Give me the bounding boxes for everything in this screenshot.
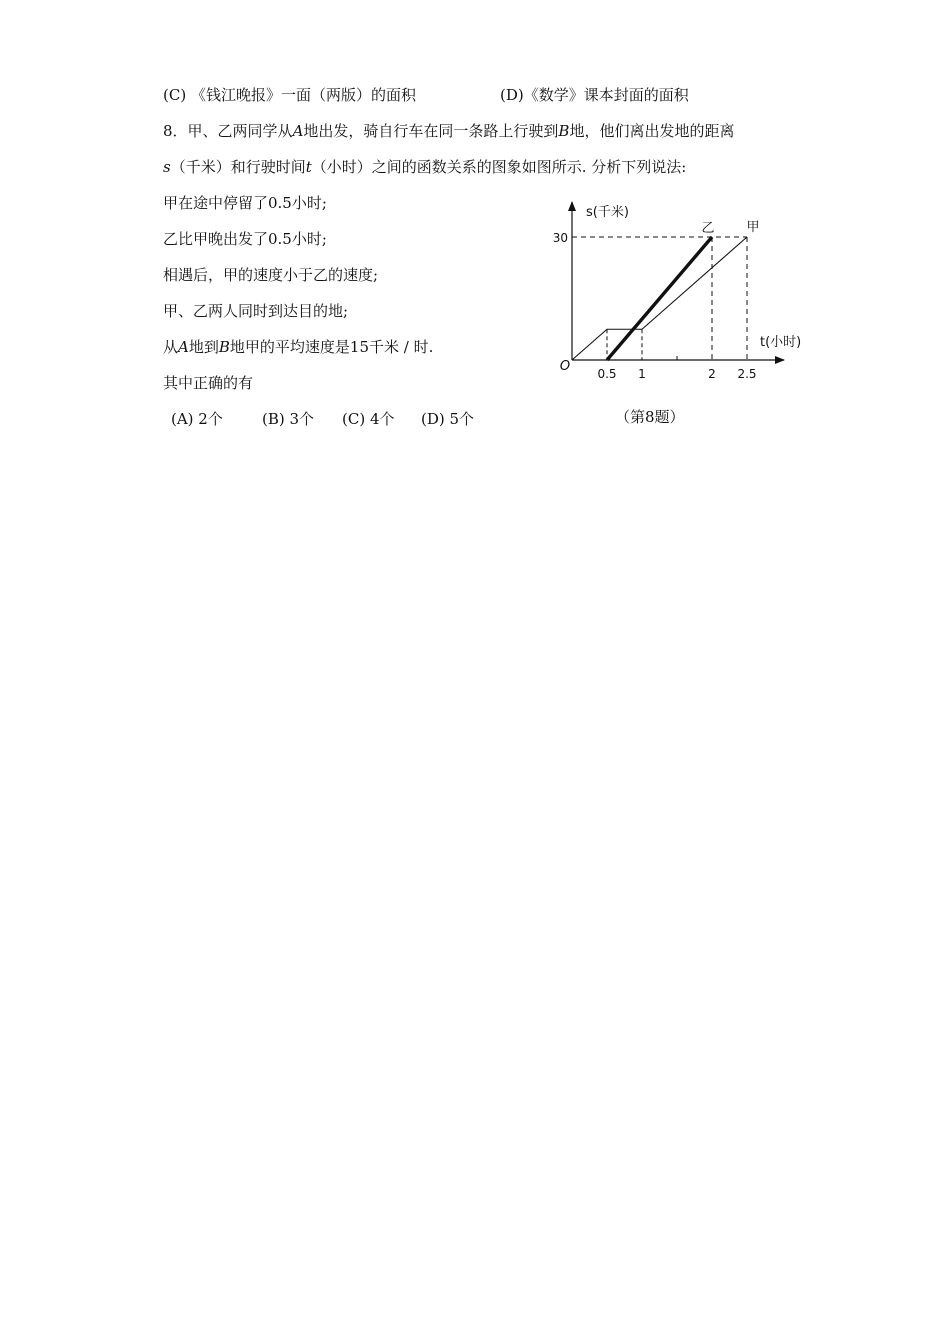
origin-label: O xyxy=(559,359,571,374)
statement-4: 甲、乙两人同时到达目的地; xyxy=(163,302,349,320)
var-b: B xyxy=(558,122,570,140)
series-lines xyxy=(572,237,747,360)
question-number: 8． xyxy=(163,122,188,140)
statement-2: 乙比甲晚出发了0.5小时; xyxy=(163,230,327,248)
question-text-2b: （小时）之间的函数关系的图象如图所示. 分析下列说法: xyxy=(311,158,687,176)
axis-labels xyxy=(553,204,802,381)
option-a: (A) 2个 xyxy=(171,410,223,428)
statement-1: 甲在途中停留了0.5小时; xyxy=(163,194,327,212)
statement-5-b: 地到 xyxy=(188,338,219,356)
option-d-prev: (D)《数学》课本封面的面积 xyxy=(500,86,689,104)
x-axis-label: t(小时) xyxy=(760,335,802,350)
y-tick-label-30: 30 xyxy=(552,231,568,245)
series-yi-label: 乙 xyxy=(701,221,715,236)
question-text-2a: （千米）和行驶时间 xyxy=(170,158,306,176)
series-jia-label: 甲 xyxy=(746,220,760,235)
statement-5-c: 地甲的平均速度是15千米 / 时. xyxy=(229,338,434,356)
x-tick-label-2-5: 2.5 xyxy=(737,367,757,381)
question-line-1 xyxy=(163,120,734,141)
question-line-2 xyxy=(163,156,686,177)
x-tick-label-1: 1 xyxy=(638,367,646,381)
figure-caption: （第8题） xyxy=(615,408,685,426)
series-yi-line xyxy=(607,237,712,360)
option-c-prev: (C) 《钱江晚报》一面（两版）的面积 xyxy=(163,86,416,104)
option-c: (C) 4个 xyxy=(342,410,395,428)
option-b: (B) 3个 xyxy=(262,410,315,428)
statement-3: 相遇后，甲的速度小于乙的速度; xyxy=(163,266,379,284)
question-text-1b: 地出发，骑自行车在同一条路上行驶到 xyxy=(303,122,559,140)
distance-time-graph xyxy=(552,196,825,386)
var-b-2: B xyxy=(218,338,230,356)
var-s: s xyxy=(163,158,171,176)
answer-prompt: 其中正确的有 xyxy=(163,374,254,392)
option-d: (D) 5个 xyxy=(421,410,475,428)
question-text-1c: 地，他们离出发地的距离 xyxy=(569,122,735,140)
var-a: A xyxy=(292,122,304,140)
question-text-1a: 甲、乙两同学从 xyxy=(187,122,293,140)
var-t: t xyxy=(305,158,312,176)
var-a-2: A xyxy=(178,338,189,356)
x-tick-label-0-5: 0.5 xyxy=(597,367,617,381)
y-axis-label: s(千米) xyxy=(586,205,629,220)
x-tick-label-2: 2 xyxy=(708,367,716,381)
statement-5 xyxy=(163,336,433,357)
statement-5-a: 从 xyxy=(163,338,179,356)
